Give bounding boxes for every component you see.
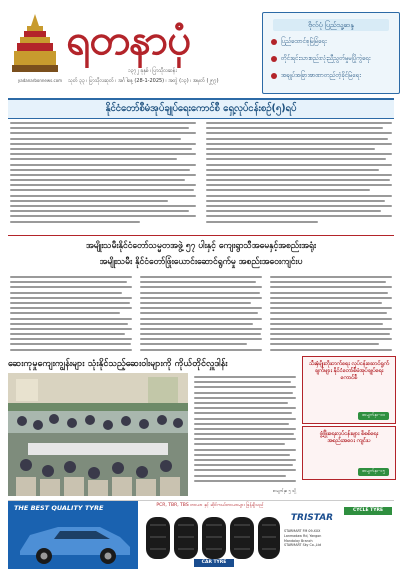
- suv-car-icon: [8, 501, 138, 569]
- car-tyre-label: CAR TYRE: [194, 559, 234, 567]
- article2-col-3: [270, 276, 392, 354]
- ad-contact-line: STARMART FM 09-XXX: [284, 529, 321, 533]
- ad-brand-logo: TRISTAR: [290, 513, 334, 523]
- article-body-right: [206, 122, 392, 226]
- bullet-icon: [271, 73, 277, 79]
- ad-contact-line: STARMART Sky Co.,Ltd: [284, 543, 322, 548]
- slogan-item: တိုင်းရင်းသားစည်းလုံးညီညွတ်မှုမပြိုကွဲရေး: [271, 53, 391, 65]
- ad-tagline: THE BEST QUALITY TYRE: [14, 504, 104, 512]
- pagoda-emblem-icon: [12, 12, 58, 74]
- second-headline: [8, 235, 394, 272]
- slogan-item: ပြည်ထောင်စုမြဲမြံရေး: [271, 36, 391, 48]
- slogan-item: အချုပ်အခြာအာဏာတည်တံ့ခိုင်မြဲရေး: [271, 70, 391, 82]
- side-story-1-title: သီးနှံမျိုးတိုးတက်ရေး လုပ်ငန်းဆောင်ရွက်ချက်များ နိုင်ငံတော်စီမံအုပ်ချုပ်ရေးကောင်စီ: [308, 361, 390, 381]
- bullet-icon: [271, 39, 277, 45]
- page-ref-badge: စာမျက်နှာ-၁၀: [358, 412, 389, 420]
- third-headline: ဆေးကုမှုကျေးကျွန်းများ သုံးနိုင်သည့်ဆေးဝါးများကို ကိုယ်တိုင်လှူဒါန်း: [8, 359, 228, 369]
- slogan-title: ဗိုလ်ပုံ ပြည်သူ့ဆန္ဒ: [273, 19, 389, 31]
- continued-note: စာမျက်နှာ ၅ သို့: [272, 488, 296, 493]
- lead-headline: နိုင်ငံတော်စီမံအုပ်ချုပ်ရေးကောင်စီ ရှေ့လုပ်ငန်းစဉ်(၅)ရပ်: [8, 98, 394, 119]
- side-story-2-title: ဖွံ့ဖြိုးရေးလုပ်ငန်းများ စိစစ်ရေးအစည်းအဝေး ကျင်းပ: [319, 431, 379, 444]
- second-headline-line-1: အမျိုးသမီးနိုင်ငံတော်သမ္မတအဖွဲ့ ၅၇ ပါးနှင့် ကျေးရွာသီအမေနှင့်အစည်းအရုံး: [85, 241, 317, 251]
- tyres-icon: [142, 515, 282, 561]
- ad-contact-line: Mandalay Branch: [284, 538, 313, 543]
- article-body-left: [10, 122, 196, 226]
- tyre-advertisement: [8, 500, 394, 569]
- ad-headline: PCR, TBR, TBS တာယာ နှင့် ဆိုင်ကယ်တာယာများ ဖြန့်ချိသည်: [156, 503, 264, 508]
- bullet-icon: [271, 56, 277, 62]
- article2-col-1: [10, 276, 132, 354]
- news-photo: [8, 373, 188, 496]
- page-ref-badge: စာမျက်နှာ-၁၅: [358, 468, 389, 476]
- date-line: ၁၃၇၂ ခုနှစ် ၊ ပြာသိုလဆန်း: [128, 68, 177, 74]
- ad-car-panel: [8, 501, 138, 569]
- newspaper-logo: ရတနာပုံ: [66, 15, 190, 64]
- issue-line: သုတ် ၃၃ ၊ ပြာသိုလဆုတ် ၊ အင်္ဂါနေ့ (28-1-2025) ၊ အတွဲ (၁၃) ၊ အမှတ် (၂၅၇): [68, 78, 219, 84]
- site-url: yadanarbonnews.com: [17, 78, 63, 83]
- article3-col: [194, 376, 296, 485]
- second-headline-line-2: အမျိုးသမီး နိုင်ငံတော်ဖြုံးယောင်းဆောင်ရွက်မှု အစည်းအဝေးကျင်းပ: [99, 257, 303, 267]
- article2-col-2: [140, 276, 262, 354]
- side-story-box-2: [302, 426, 396, 480]
- masthead: [8, 6, 394, 98]
- side-story-box-1: [302, 356, 396, 424]
- ad-contact-line: Lanmadaw Rd, Yangon: [284, 533, 322, 538]
- slogan-box: [262, 12, 400, 94]
- cycle-tyre-label: CYCLE TYRE: [344, 507, 392, 515]
- ad-contacts: [284, 529, 392, 548]
